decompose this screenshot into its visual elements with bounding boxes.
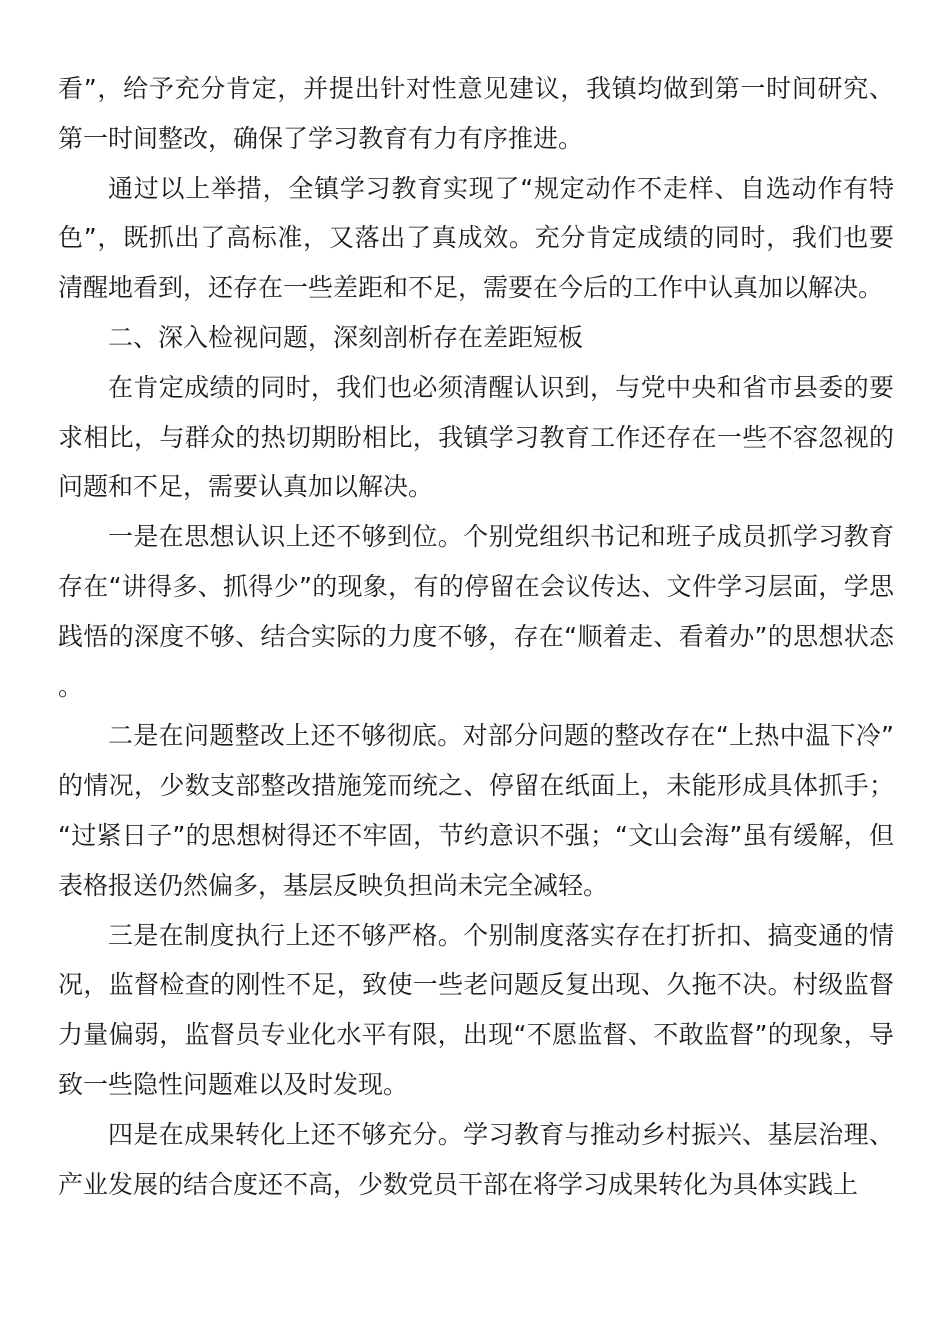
paragraph-summary: 通过以上举措，全镇学习教育实现了“规定动作不走样、自选动作有特色”，既抓出了高标准，又落出了真成效。充分肯定成绩的同时，我们也要清醒地看到，还存在一些差距和不足，需要在今后的工作中认真加以解决。 — [58, 173, 894, 303]
section-heading: 二、深入检视问题，深刻剖析存在差距短板 — [108, 322, 584, 352]
document-page — [58, 64, 894, 1209]
paragraph-intro: 在肯定成绩的同时，我们也必须清醒认识到，与党中央和省市县委的要求相比，与群众的热切期盼相比，我镇学习教育工作还存在一些不容忽视的问题和不足，需要认真加以解决。 — [58, 372, 894, 502]
paragraph-issue-1: 一是在思想认识上还不够到位。个别党组织书记和班子成员抓学习教育存在“讲得多、抓得少”的现象，有的停留在会议传达、文件学习层面，学思践悟的深度不够、结合实际的力度不够，存在“顺着走、看着办”的思想状态。 — [58, 522, 894, 701]
paragraph-issue-4: 四是在成果转化上还不够充分。学习教育与推动乡村振兴、基层治理、产业发展的结合度还不高，少数党员干部在将学习成果转化为具体实践上 — [58, 1119, 894, 1199]
paragraph-issue-2: 二是在问题整改上还不够彻底。对部分问题的整改存在“上热中温下冷”的情况，少数支部整改措施笼而统之、停留在纸面上，未能形成具体抓手；“过紧日子”的思想树得还不牢固，节约意识不强；“文山会海”虽有缓解，但表格报送仍然偏多，基层反映负担尚未完全减轻。 — [58, 721, 894, 900]
paragraph-continued: 看”，给予充分肯定，并提出针对性意见建议，我镇均做到第一时间研究、第一时间整改，确保了学习教育有力有序推进。 — [58, 74, 894, 153]
paragraph-issue-3: 三是在制度执行上还不够严格。个别制度落实存在打折扣、搞变通的情况，监督检查的刚性不足，致使一些老问题反复出现、久拖不决。村级监督力量偏弱，监督员专业化水平有限，出现“不愿监督、不敢监督”的现象，导致一些隐性问题难以及时发现。 — [58, 920, 894, 1099]
